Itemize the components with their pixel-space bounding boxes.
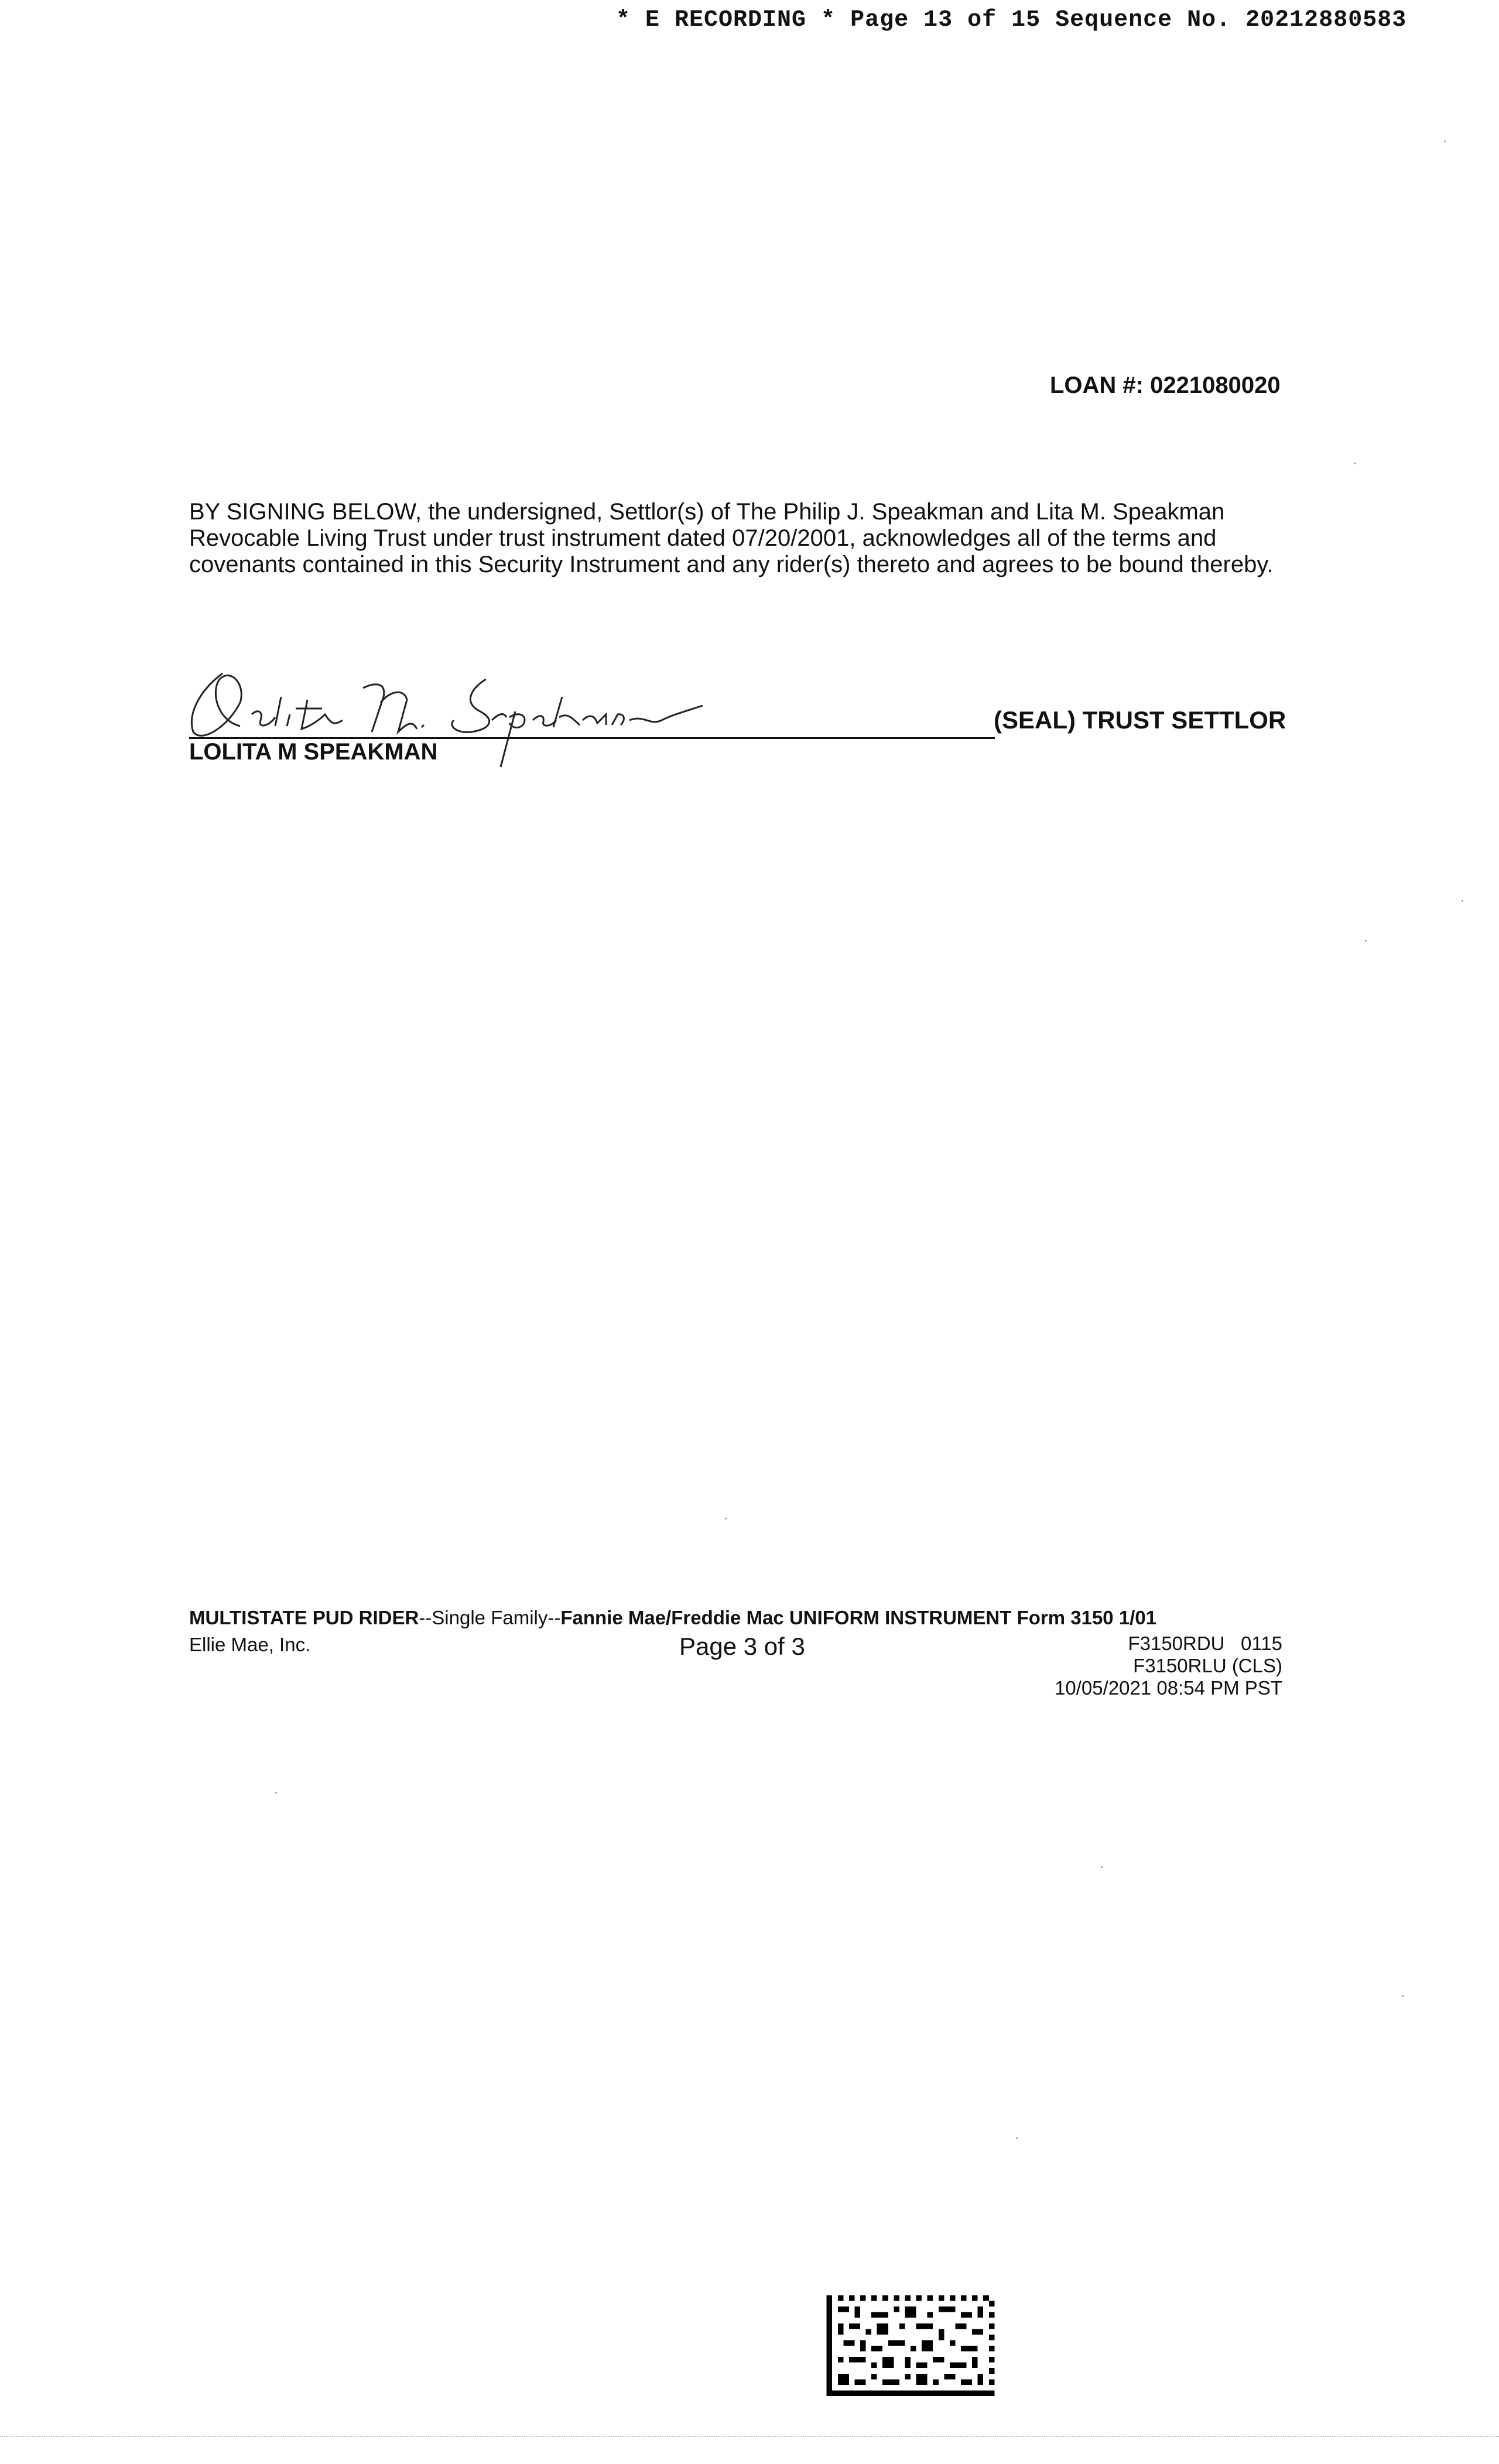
form-code-2: F3150RLU (CLS) xyxy=(1133,1655,1282,1676)
loan-number: LOAN #: 0221080020 xyxy=(1050,372,1281,398)
signer-name: LOLITA M SPEAKMAN xyxy=(189,739,438,765)
scan-speck xyxy=(1402,1995,1404,1997)
scan-speck xyxy=(275,1792,277,1794)
scan-speck xyxy=(1101,1866,1103,1868)
datamatrix-barcode xyxy=(823,2295,998,2396)
page-number: Page 3 of 3 xyxy=(679,1633,805,1660)
form-code-1: F3150RDU 0115 xyxy=(1128,1633,1282,1654)
scan-speck xyxy=(1016,2137,1018,2139)
form-title-part1: MULTISTATE PUD RIDER xyxy=(189,1607,419,1628)
scan-speck xyxy=(1365,940,1367,942)
settlor-acknowledgment: BY SIGNING BELOW, the undersigned, Settlor(s) of The Philip J. Speakman and Lita M. Speakman Revocable Living Trust under trust instrument dated 07/20/2001, acknowledges all of the terms and covenants contained in this Security Instrument and any rider(s) thereto and agrees to be bound thereby. xyxy=(189,499,1274,577)
signer-title: (SEAL) TRUST SETTLOR xyxy=(994,706,1286,734)
scan-edge xyxy=(0,2436,1499,2437)
form-codes xyxy=(1048,1633,1282,1699)
scan-speck xyxy=(1462,900,1463,902)
scan-speck xyxy=(725,1518,727,1520)
scan-speck xyxy=(1444,141,1446,142)
company-name: Ellie Mae, Inc. xyxy=(189,1634,311,1655)
recording-header: * E RECORDING * Page 13 of 15 Sequence No. 20212880583 xyxy=(616,7,1407,33)
form-title-part3: Fannie Mae/Freddie Mac UNIFORM INSTRUMENT Form 3150 1/01 xyxy=(560,1607,1157,1628)
form-title xyxy=(189,1607,1156,1629)
scan-speck xyxy=(1354,463,1356,464)
form-timestamp: 10/05/2021 08:54 PM PST xyxy=(1055,1677,1282,1699)
form-title-part2: --Single Family-- xyxy=(419,1607,561,1628)
